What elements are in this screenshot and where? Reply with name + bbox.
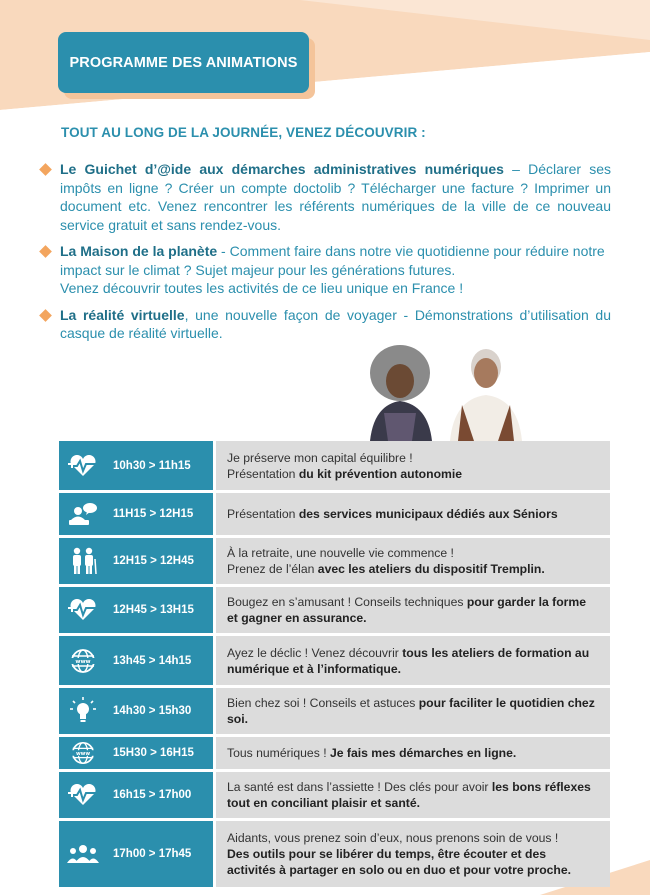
table-row [59, 493, 610, 535]
description-bold: Des outils pour se libérer du temps, être écouter et des activités à partager en solo ou en duo et pour votre proche. [227, 847, 572, 877]
item-text: – Déclarer ses impôts en ligne ? Créer un compte doctolib ? Télécharger une facture ? Imprimer un document etc. Venez rencontrer les référents numériques de la ville de ce nouveau service gratuit et sans rendez-vous. [60, 161, 611, 233]
svg-text:www: www [75, 658, 91, 665]
table-row [59, 636, 610, 685]
description-line1: Aidants, vous prenez soin d’eux, nous prenons soin de vous ! [227, 831, 559, 845]
lightbulb-icon [59, 696, 107, 726]
bullet-diamond-icon [39, 245, 52, 258]
svg-text:www: www [75, 750, 91, 757]
time-slot: 16h15 > 17h00 [113, 789, 192, 801]
item-title: Le Guichet d’@ide aux démarches administratives numériques [60, 161, 504, 177]
item-text-extra: Venez découvrir toutes les activités de ce lieu unique en France ! [60, 280, 464, 296]
description-bold: pour faciliter le quotidien chez soi. [227, 696, 595, 726]
speaker-meeting-icon [59, 502, 107, 526]
description-bold: des services municipaux dédiés aux Séniors [298, 507, 558, 521]
bullet-diamond-icon [39, 163, 52, 176]
item-title: La Maison de la planète [60, 243, 218, 259]
description-text: Ayez le déclic ! Venez découvrir [227, 645, 403, 660]
time-slot: 11H15 > 12H15 [113, 508, 194, 520]
item-text: , une nouvelle façon de voyager - Démonstrations d’utilisation du casque de réalité virtuelle. [60, 306, 611, 341]
table-row [59, 737, 610, 769]
schedule-table [59, 441, 610, 890]
description-bold: Je fais mes démarches en ligne. [329, 746, 517, 760]
table-row [59, 688, 610, 734]
list-item [39, 160, 611, 234]
group-icon [59, 843, 107, 865]
description-text: Présentation [227, 507, 299, 521]
time-slot: 14h30 > 15h30 [113, 705, 192, 717]
description-text: La santé est dans l’assiette ! Des clés pour avoir [227, 780, 492, 794]
description-bold: les bons réflexes tout en conciliant plaisir et santé. [227, 780, 591, 810]
time-slot: 13h45 > 14h15 [113, 654, 192, 667]
intro-heading: TOUT AU LONG DE LA JOURNÉE, VENEZ DÉCOUVRIR : [61, 125, 426, 140]
table-row [59, 538, 610, 584]
description-text: Bien chez soi ! Conseils et astuces [227, 696, 419, 710]
time-slot: 15H30 > 16H15 [113, 747, 194, 759]
time-slot: 10h30 > 11h15 [113, 459, 191, 472]
description-line1: À la retraite, une nouvelle vie commence ! [227, 546, 454, 560]
time-slot: 12H45 > 13H15 [113, 604, 194, 616]
seniors-icon [59, 547, 107, 575]
description-bold: pour garder la forme et gagner en assurance. [227, 595, 587, 625]
heart-pulse-icon [59, 784, 107, 806]
heart-pulse-icon [59, 455, 107, 477]
list-item [39, 306, 611, 343]
seniors-photo [362, 343, 552, 441]
bullet-diamond-icon [39, 309, 52, 322]
description-bold: avec les ateliers du dispositif Tremplin. [317, 562, 545, 576]
description-bold: tous les ateliers de formation au numérique et à l’informatique. [227, 645, 590, 676]
time-slot: 12H15 > 12H45 [113, 555, 194, 567]
description-text: Bougez en s’amusant ! Conseils techniques [227, 595, 467, 609]
description-text: Tous numériques ! [227, 746, 330, 760]
item-title: La réalité virtuelle [60, 306, 185, 323]
item-text: - Comment faire dans notre vie quotidienne pour réduire notre impact sur le climat ? Sujet majeur pour les générations futures. [60, 243, 605, 278]
table-row [59, 772, 610, 818]
heart-pulse-icon [59, 599, 107, 621]
www-globe-icon [59, 740, 107, 766]
table-row [59, 441, 610, 490]
activity-list [39, 160, 611, 351]
description-line1: Je préserve mon capital équilibre ! [227, 450, 413, 465]
page-title: PROGRAMME DES ANIMATIONS [58, 32, 309, 93]
description-text: Prenez de l’élan [227, 562, 318, 576]
description-bold: du kit prévention autonomie [298, 466, 463, 481]
table-row [59, 587, 610, 633]
table-row [59, 821, 610, 887]
time-slot: 17h00 > 17h45 [113, 848, 192, 860]
description-text: Présentation [227, 466, 299, 481]
www-globe-icon [59, 647, 107, 675]
list-item [39, 242, 611, 298]
